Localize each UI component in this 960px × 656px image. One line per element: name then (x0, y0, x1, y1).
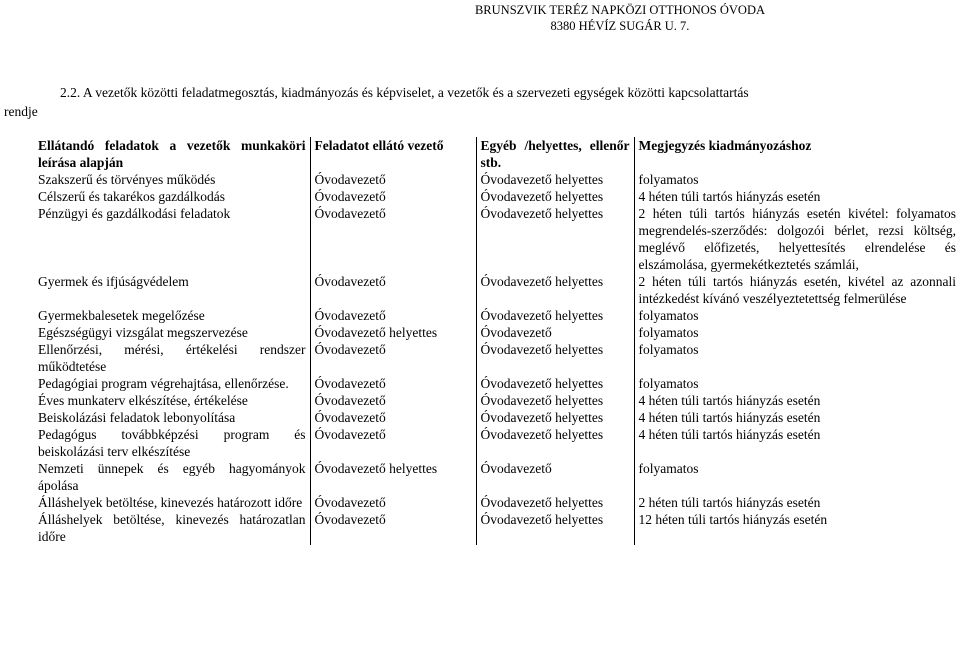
note-cell: 2 héten túli tartós hiányzás esetén kivétel: folyamatos megrendelés-szerződés: dolgozói bérlet, rezsi költség, meglévő előfizetés, helyettesítés elrendelése és elszámolása, gyermekétkeztetés számlái, (634, 205, 960, 273)
task-cell: Nemzeti ünnepek és egyéb hagyományok ápolása (38, 461, 306, 493)
deputy-cell: Óvodavezető helyettes (476, 273, 634, 307)
leader-cell: Óvodavezető (310, 511, 476, 545)
note-cell: folyamatos (634, 375, 960, 392)
section-title-continuation: rendje (4, 104, 38, 119)
table-row (34, 188, 960, 205)
task-cell: Gyermekbalesetek megelőzése (38, 308, 205, 323)
table-header-row (34, 137, 960, 171)
deputy-cell: Óvodavezető helyettes (476, 409, 634, 426)
institution-address: 8380 HÉVÍZ SUGÁR U. 7. (550, 19, 690, 33)
header-other-deputy: Egyéb /helyettes, ellenőr stb. (476, 137, 634, 171)
table-row (34, 460, 960, 494)
deputy-cell: Óvodavezető helyettes (476, 375, 634, 392)
table-row (34, 511, 960, 545)
leader-cell: Óvodavezető (310, 307, 476, 324)
deputy-cell: Óvodavezető helyettes (476, 341, 634, 375)
note-cell: 4 héten túli tartós hiányzás esetén (634, 409, 960, 426)
table-row (34, 392, 960, 409)
deputy-cell: Óvodavezető helyettes (476, 511, 634, 545)
note-cell: 4 héten túli tartós hiányzás esetén (634, 426, 960, 460)
leader-cell: Óvodavezető (310, 171, 476, 188)
institution-name: BRUNSZVIK TERÉZ NAPKÖZI OTTHONOS ÓVODA (474, 3, 766, 17)
task-cell: Pedagógus továbbképzési program és beiskolázási terv elkészítése (38, 427, 306, 459)
task-cell: Pedagógiai program végrehajtása, ellenőrzése. (38, 376, 289, 391)
table-row (34, 307, 960, 324)
deputy-cell: Óvodavezető helyettes (476, 205, 634, 273)
note-cell: 4 héten túli tartós hiányzás esetén (634, 188, 960, 205)
table-row (34, 341, 960, 375)
leader-cell: Óvodavezető (310, 188, 476, 205)
leader-cell: Óvodavezető (310, 375, 476, 392)
note-cell: 4 héten túli tartós hiányzás esetén (634, 392, 960, 409)
header-tasks: Ellátandó feladatok a vezetők munkaköri leírása alapján (38, 138, 306, 170)
leader-cell: Óvodavezető (310, 205, 476, 273)
table-row (34, 324, 960, 341)
deputy-cell: Óvodavezető helyettes (476, 392, 634, 409)
leader-cell: Óvodavezető (310, 392, 476, 409)
task-cell: Éves munkaterv elkészítése, értékelése (38, 393, 248, 408)
deputy-cell: Óvodavezető helyettes (476, 171, 634, 188)
leader-cell: Óvodavezető (310, 341, 476, 375)
deputy-cell: Óvodavezető helyettes (476, 307, 634, 324)
note-cell: folyamatos (634, 460, 960, 494)
table-row (34, 375, 960, 392)
table-row (34, 171, 960, 188)
table-row (34, 494, 960, 511)
leader-cell: Óvodavezető (310, 426, 476, 460)
note-cell: 2 héten túli tartós hiányzás esetén (634, 494, 960, 511)
note-cell: 2 héten túli tartós hiányzás esetén, kivétel az azonnali intézkedést kívánó veszélyeztetettség felmerülése (634, 273, 960, 307)
task-cell: Ellenőrzési, mérési, értékelési rendszer működtetése (38, 342, 306, 374)
header-signing-note: Megjegyzés kiadmányozáshoz (634, 137, 960, 171)
table-row (34, 205, 960, 273)
note-cell: folyamatos (634, 341, 960, 375)
task-cell: Gyermek és ifjúságvédelem (38, 274, 189, 289)
deputy-cell: Óvodavezető helyettes (476, 494, 634, 511)
deputy-cell: Óvodavezető (476, 324, 634, 341)
table-row (34, 409, 960, 426)
task-cell: Álláshelyek betöltése, kinevezés határozott időre (38, 495, 303, 510)
leader-cell: Óvodavezető (310, 409, 476, 426)
task-cell: Pénzügyi és gazdálkodási feladatok (38, 206, 231, 221)
task-cell: Célszerű és takarékos gazdálkodás (38, 189, 226, 204)
deputy-cell: Óvodavezető helyettes (476, 426, 634, 460)
leader-cell: Óvodavezető (310, 273, 476, 307)
task-cell: Álláshelyek betöltése, kinevezés határozatlan időre (38, 512, 306, 544)
leader-cell: Óvodavezető helyettes (310, 324, 476, 341)
table-row (34, 426, 960, 460)
note-cell: folyamatos (634, 307, 960, 324)
leader-cell: Óvodavezető helyettes (310, 460, 476, 494)
task-cell: Szakszerű és törvényes működés (38, 172, 216, 187)
responsibility-table (34, 137, 960, 545)
header-responsible-leader: Feladatot ellátó vezető (310, 137, 476, 171)
leader-cell: Óvodavezető (310, 494, 476, 511)
section-title: 2.2. A vezetők közötti feladatmegosztás, kiadmányozás és képviselet, a vezetők és a szervezeti egységek közötti kapcsolattartás (60, 85, 749, 100)
deputy-cell: Óvodavezető (476, 460, 634, 494)
table-row (34, 273, 960, 307)
note-cell: folyamatos (634, 171, 960, 188)
task-cell: Egészségügyi vizsgálat megszervezése (38, 325, 248, 340)
note-cell: 12 héten túli tartós hiányzás esetén (634, 511, 960, 545)
task-cell: Beiskolázási feladatok lebonyolítása (38, 410, 236, 425)
note-cell: folyamatos (634, 324, 960, 341)
deputy-cell: Óvodavezető helyettes (476, 188, 634, 205)
document-header (470, 2, 770, 34)
